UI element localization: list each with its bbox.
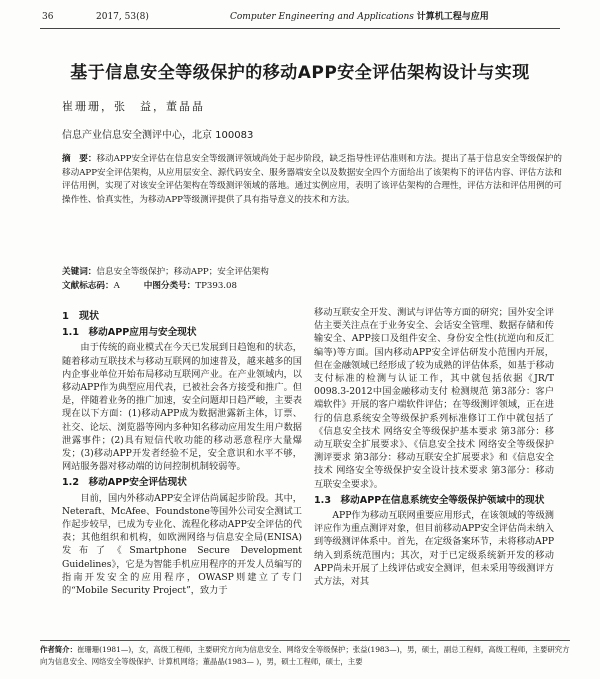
paper-title: 基于信息安全等级保护的移动APP安全评估架构设计与实现 [70,63,530,83]
section-heading-1-1: 1.1 移动APP应用与安全现状 [62,327,197,339]
left-column [62,306,302,597]
abstract [62,153,562,207]
author-footnote [40,640,570,668]
journal-section: 计算机工程与应用 [416,12,489,22]
keywords [62,265,562,277]
keywords-label: 关键词： [62,267,97,277]
paragraph: 目前，国内外移动APP安全评估尚属起步阶段。其中，Neteraft、McAfee、Foundstone等国外公司安全测试工作起步较早，已成为专业化、流程化移动APP安全评估的代表；其他组织和机构，如欧洲网络与信息安全局(ENISA)发布了《Smartphone Secure Development Guidelines》，它是为智能手机应用程序的开发人员编写的指南开发安全的应用程序，OWASP则建立了专门的“Mobile Security Project”，致力于 [62,492,302,597]
doc-code-label: 文献标志码： [62,281,114,291]
clc-code: TP393.08 [195,281,237,291]
section-heading-1-2: 1.2 移动APP安全评估现状 [62,477,187,489]
clc-label: 中图分类号： [143,281,196,291]
journal-title: Computer Engineering and Applications [230,12,414,22]
page-number: 36 [42,12,54,22]
paragraph: APP作为移动互联网重要应用形式，在该领域的等级测评应作为重点测评对象，但目前移动APP安全评估尚未纳入到等级测评体系中。首先，在定级备案环节，未将移动APP纳入到系统范围内；其次，对于已定级系统新开发的移动APP尚未开展了上线评估或安全测评，但未采用等级测评方式方法，对其 [314,510,554,588]
abstract-text: 移动APP安全评估在信息安全等级测评领域尚处于起步阶段，缺乏指导性评估准则和方法。提出了基于信息安全等级保护的移动APP安全评估架构，从应用层安全、源代码安全、服务器端安全以及数据安全四个方面给出了该架构下的评估内容、评估方法和评估用例，实现了对该安全评估架构在等级测评领域的落地。通过实例应用，表明了该评估架构的合理性，评估方法和评估用例的可操作性、恰真实性，为移动APP等级测评提供了具有指导意义的技术和方法。 [62,154,562,205]
running-head [40,6,560,29]
footnote-text: 崔珊珊(1981—)，女，高级工程师，主要研究方向为信息安全、网络安全等级保护；张益(1983—)，男，硕士，副总工程师，高级工程师，主要研究方向为信息安全、网络安全等级保护、计算机网络；董晶晶(1983— )，男，硕士工程师，硕士，主要 [40,645,570,666]
keywords-text: 信息安全等级保护；移动APP；安全评估架构 [96,267,269,277]
authors: 崔珊珊，张 益，董晶晶 [62,100,205,113]
right-column [314,306,554,588]
abstract-label: 摘 要： [62,154,97,164]
journal-name [230,6,489,28]
affiliation: 信息产业信息安全测评中心，北京 100083 [62,130,254,141]
section-heading-1-3: 1.3 移动APP在信息系统安全等级保护领域中的现状 [314,494,545,506]
footnote-label: 作者简介： [40,645,77,654]
section-heading-1: 1 现状 [62,311,99,322]
doc-code: A [113,281,120,291]
paragraph: 由于传统的商业模式在今天已发展到日趋饱和的状态，随着移动互联技术与移动互联网的加速普及，越来越多的国内企事业单位开始布局移动互联网产业。在产业领域内，以移动APP作为典型应用代表，已被社会各方接受和推广。但是，伴随着业务的推广加速，安全问题却日趋严峻，主要表现在以下方面：(1)移动APP成为数据泄露新主体，订票、社交、论坛、浏览器等网内多种知名移动应用发生用户数据泄露事件；(2)具有短信代收功能的移动恶意程序大量爆发；(3)移动APP开发者经验不足，安全意识和水平不够，网站服务器对移动端的访问控制机制较弱等。 [62,342,302,473]
classification [62,279,562,291]
paragraph: 移动互联安全开发、测试与评估等方面的研究；国外安全评估主要关注点在于业务安全、会话安全管理、数据存储和传输安全、APP接口及组件安全、身份安全性(抗逆向和反汇编等)等方面。国内移动APP安全评估研发小范围内开展，但在金融领域已经形成了较为成熟的评估体系，如基于移动支付标准的检测与认证工作，其中就包括依据《JR/T 0098.3-2012中国金融移动支付 检测规范 第3部分：客户端软件》开展的客户端软件评估；在等级测评领域，正在进行的信息系统安全等级保护系列标准修订工作中就包括了《信息安全技术 网络安全等级保护基本要求 第3部分：移动互联安全扩展要求》、《信息安全技术 网络安全等级保护测评要求 第3部分：移动互联安全扩展要求》和《信息安全技术 网络安全等级保护安全设计技术要求 第3部分：移动互联安全要求》。 [314,307,554,490]
volume-info: 2017, 53(8) [96,12,149,22]
